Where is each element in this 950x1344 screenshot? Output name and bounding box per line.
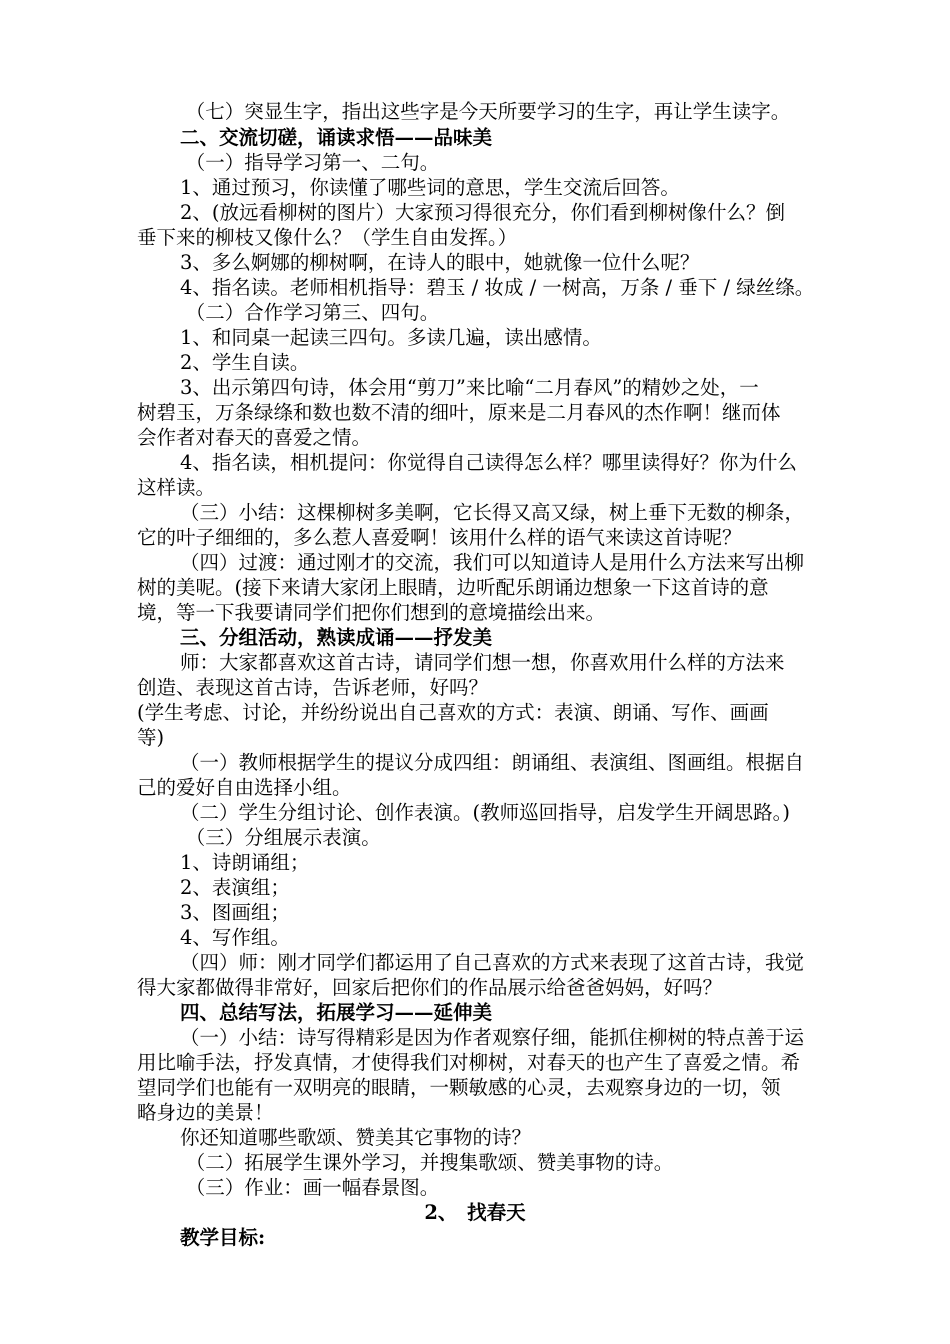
text-line: 1、诗朗诵组； bbox=[180, 851, 310, 874]
text-line: 1、通过预习，你读懂了哪些词的意思，学生交流后回答。 bbox=[180, 176, 680, 199]
text-line: 垂下来的柳枝又像什么？（学生自由发挥。） bbox=[137, 226, 518, 249]
subsection-heading: （二）合作学习第三、四句。 bbox=[176, 301, 440, 324]
text-line: 会作者对春天的喜爱之情。 bbox=[137, 426, 372, 449]
text-line: （四）师：刚才同学们都运用了自己喜欢的方式来表现了这首古诗，我觉 bbox=[180, 951, 805, 974]
text-line: 树碧玉，万条绿绦和数也数不清的细叶，原来是二月春风的杰作啊！继而体 bbox=[137, 401, 781, 424]
text-line: 树的美呢。(接下来请大家闭上眼睛，边听配乐朗诵边想象一下这首诗的意 bbox=[137, 576, 769, 599]
text-line: 创造、表现这首古诗，告诉老师，好吗？ bbox=[137, 676, 489, 699]
text-line: 4、指名读。老师相机指导：碧玉 / 妆成 / 一树高，万条 / 垂下 / 绿丝绦。 bbox=[180, 276, 815, 299]
subsection-heading: （二）拓展学生课外学习，并搜集歌颂、赞美事物的诗。 bbox=[176, 1151, 674, 1174]
text-line: 它的叶子细细的，多么惹人喜爱啊！该用什么样的语气来读这首诗呢？ bbox=[137, 526, 742, 549]
text-line: 2、学生自读。 bbox=[180, 351, 310, 374]
text-line: （二）学生分组讨论、创作表演。(教师巡回指导，启发学生开阔思路。) bbox=[180, 801, 790, 824]
text-line: （七）突显生字，指出这些字是今天所要学习的生字，再让学生读字。 bbox=[176, 100, 791, 123]
subsection-heading: （三）作业：画一幅春景图。 bbox=[176, 1176, 440, 1199]
text-line: （三）小结：这棵柳树多美啊，它长得又高又绿，树上垂下无数的柳条， bbox=[180, 501, 805, 524]
text-line: 境，等一下我要请同学们把你们想到的意境描绘出来。 bbox=[137, 601, 606, 624]
text-line: 等) bbox=[137, 726, 165, 749]
section-heading: 四、总结写法，拓展学习——延伸美 bbox=[180, 1001, 493, 1024]
text-line: 3、多么婀娜的柳树啊，在诗人的眼中，她就像一位什么呢？ bbox=[180, 251, 700, 274]
text-line: 得大家都做得非常好，回家后把你们的作品展示给爸爸妈妈，好吗？ bbox=[137, 976, 723, 999]
text-line: 2、表演组； bbox=[180, 876, 290, 899]
text-line: 望同学们也能有一双明亮的眼睛，一颗敏感的心灵，去观察身边的一切，领 bbox=[137, 1076, 781, 1099]
text-line: 略身边的美景！ bbox=[137, 1101, 274, 1124]
text-line: （四）过渡：通过刚才的交流，我们可以知道诗人是用什么方法来写出柳 bbox=[180, 551, 805, 574]
text-line: 1、和同桌一起读三四句。多读几遍，读出感情。 bbox=[180, 326, 602, 349]
text-line: （一）教师根据学生的提议分成四组：朗诵组、表演组、图画组。根据自 bbox=[180, 751, 805, 774]
text-line: 3、图画组； bbox=[180, 901, 290, 924]
subsection-heading: （三）分组展示表演。 bbox=[176, 826, 381, 849]
text-line: 2、(放远看柳树的图片）大家预习得很充分，你们看到柳树像什么？倒 bbox=[180, 201, 786, 224]
section-heading: 教学目标: bbox=[180, 1226, 266, 1249]
text-line: 4、写作组。 bbox=[180, 926, 290, 949]
section-heading: 三、分组活动，熟读成诵——抒发美 bbox=[180, 626, 493, 649]
section-heading: 二、交流切磋，诵读求悟——品味美 bbox=[180, 126, 493, 149]
text-line: （一）小结：诗写得精彩是因为作者观察仔细，能抓住柳树的特点善于运 bbox=[180, 1026, 805, 1049]
subsection-heading: （一）指导学习第一、二句。 bbox=[176, 151, 440, 174]
text-line: 用比喻手法，抒发真情，才使得我们对柳树，对春天的也产生了喜爱之情。希 bbox=[137, 1051, 801, 1074]
text-line: 你还知道哪些歌颂、赞美其它事物的诗？ bbox=[180, 1126, 532, 1149]
text-line: 己的爱好自由选择小组。 bbox=[137, 776, 352, 799]
text-line: 这样读。 bbox=[137, 476, 216, 499]
text-line: (学生考虑、讨论，并纷纷说出自己喜欢的方式：表演、朗诵、写作、画画 bbox=[137, 701, 769, 724]
text-line: 3、出示第四句诗，体会用“剪刀”来比喻“二月春风”的精妙之处，一 bbox=[180, 376, 759, 399]
text-line: 4、指名读，相机提问：你觉得自己读得怎么样？哪里读得好？你为什么 bbox=[180, 451, 797, 474]
lesson-title: 2、 找春天 bbox=[424, 1201, 526, 1224]
text-line: 师：大家都喜欢这首古诗，请同学们想一想，你喜欢用什么样的方法来 bbox=[180, 651, 785, 674]
